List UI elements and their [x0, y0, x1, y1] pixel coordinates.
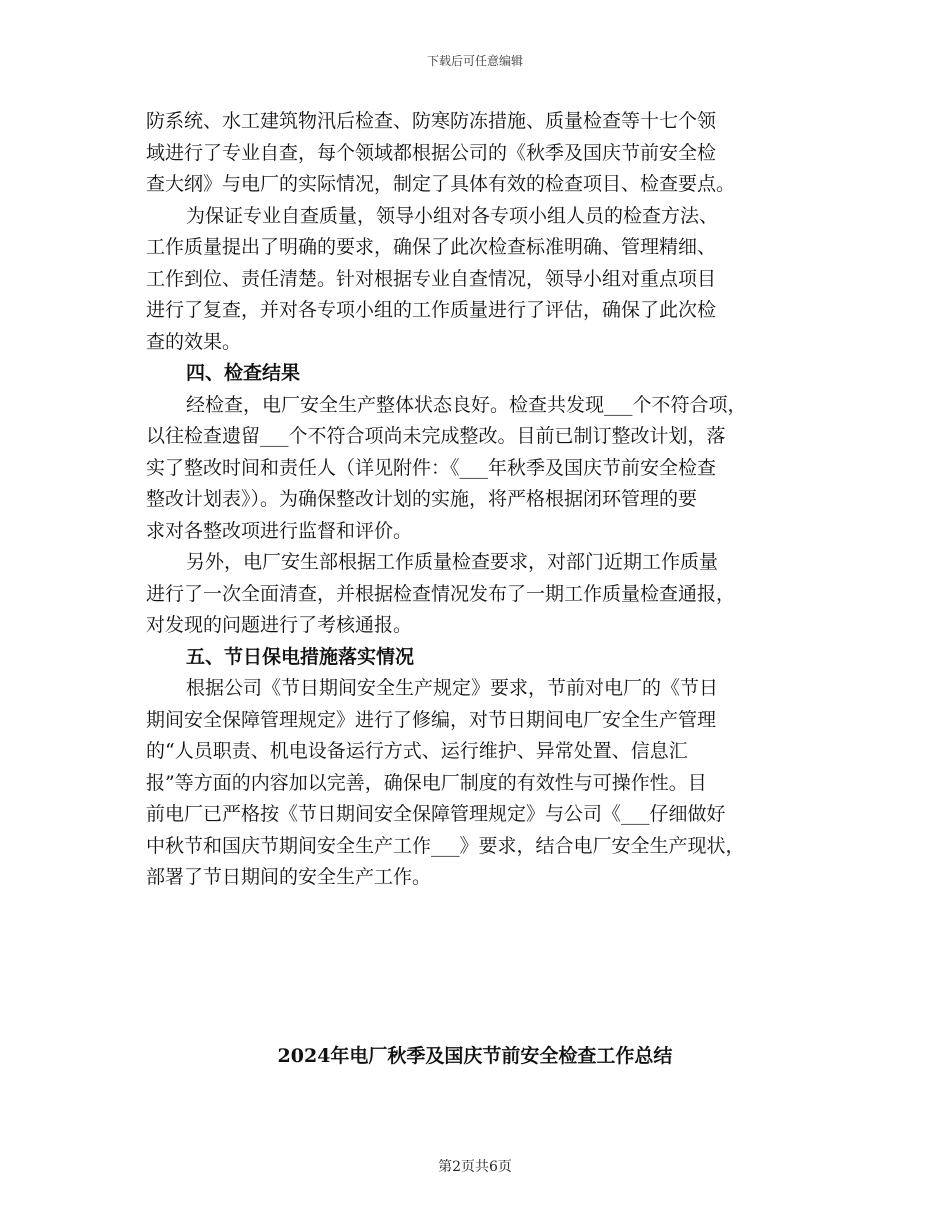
- section-heading: 五、节日保电措施落实情况: [186, 645, 415, 668]
- text-line: 期间安全保障管理规定》进行了修编，对节日期间电厂安全生产管理: [146, 708, 717, 731]
- section-heading: 四、检查结果: [186, 362, 301, 384]
- text-line: 的“人员职责、机电设备运行方式、运行维护、异常处置、信息汇: [146, 740, 688, 762]
- text-line: 部署了节日期间的安全生产工作。: [146, 866, 432, 888]
- text-line: 进行了复查，并对各专项小组的工作质量进行了评估，确保了此次检: [146, 299, 717, 321]
- paragraph-first-line: 根据公司《节日期间安全生产规定》要求，节前对电厂的《节日: [186, 677, 719, 699]
- text-line: 工作质量提出了明确的要求，确保了此次检查标准明确、管理精细、: [146, 236, 717, 258]
- text-line: 域进行了专业自查，每个领域都根据公司的《秋季及国庆节前安全检: [146, 141, 717, 164]
- document-title: 2024年电厂秋季及国庆节前安全检查工作总结: [277, 1045, 673, 1067]
- document-body: [146, 106, 826, 894]
- text-line: 查大纲》与电厂的实际情况，制定了具体有效的检查项目、检查要点。: [146, 173, 736, 195]
- text-line: 进行了一次全面清查，并根据检查情况发布了一期工作质量检查通报，: [146, 582, 736, 605]
- page-footer: 第2页共6页: [438, 1159, 512, 1175]
- text-line: 查的效果。: [146, 330, 242, 353]
- text-line: 对发现的问题进行了考核通报。: [146, 614, 413, 636]
- text-line: 整改计划表》）。为确保整改计划的实施，将严格根据闭环管理的要: [146, 488, 698, 510]
- text-line: 报”等方面的内容加以完善，确保电厂制度的有效性与可操作性。目: [146, 771, 707, 794]
- text-line: 求对各整改项进行监督和评价。: [146, 519, 413, 542]
- text-line: 工作到位、责任清楚。针对根据专业自查情况，领导小组对重点项目: [146, 267, 717, 290]
- paragraph-first-line: 经检查，电厂安全生产整体状态良好。检查共发现___个不符合项，: [186, 393, 747, 416]
- page-header: 下载后可任意编辑: [426, 54, 523, 68]
- paragraph-first-line: 为保证专业自查质量，领导小组对各专项小组人员的检查方法、: [186, 204, 719, 227]
- text-line: 实了整改时间和责任人（详见附件：《___年秋季及国庆节前安全检查: [146, 456, 717, 479]
- text-line: 防系统、水工建筑物汛后检查、防寒防冻措施、质量检查等十七个领: [146, 110, 717, 132]
- text-line: 以往检查遗留___个不符合项尚未完成整改。目前已制订整改计划，落: [146, 425, 726, 447]
- text-line: 中秋节和国庆节期间安全生产工作___》要求，结合电厂安全生产现状，: [146, 834, 745, 857]
- text-line: 前电厂已严格按《节日期间安全保障管理规定》与公司《___仔细做好: [146, 803, 726, 825]
- paragraph-first-line: 另外，电厂安生部根据工作质量检查要求，对部门近期工作质量: [186, 551, 719, 573]
